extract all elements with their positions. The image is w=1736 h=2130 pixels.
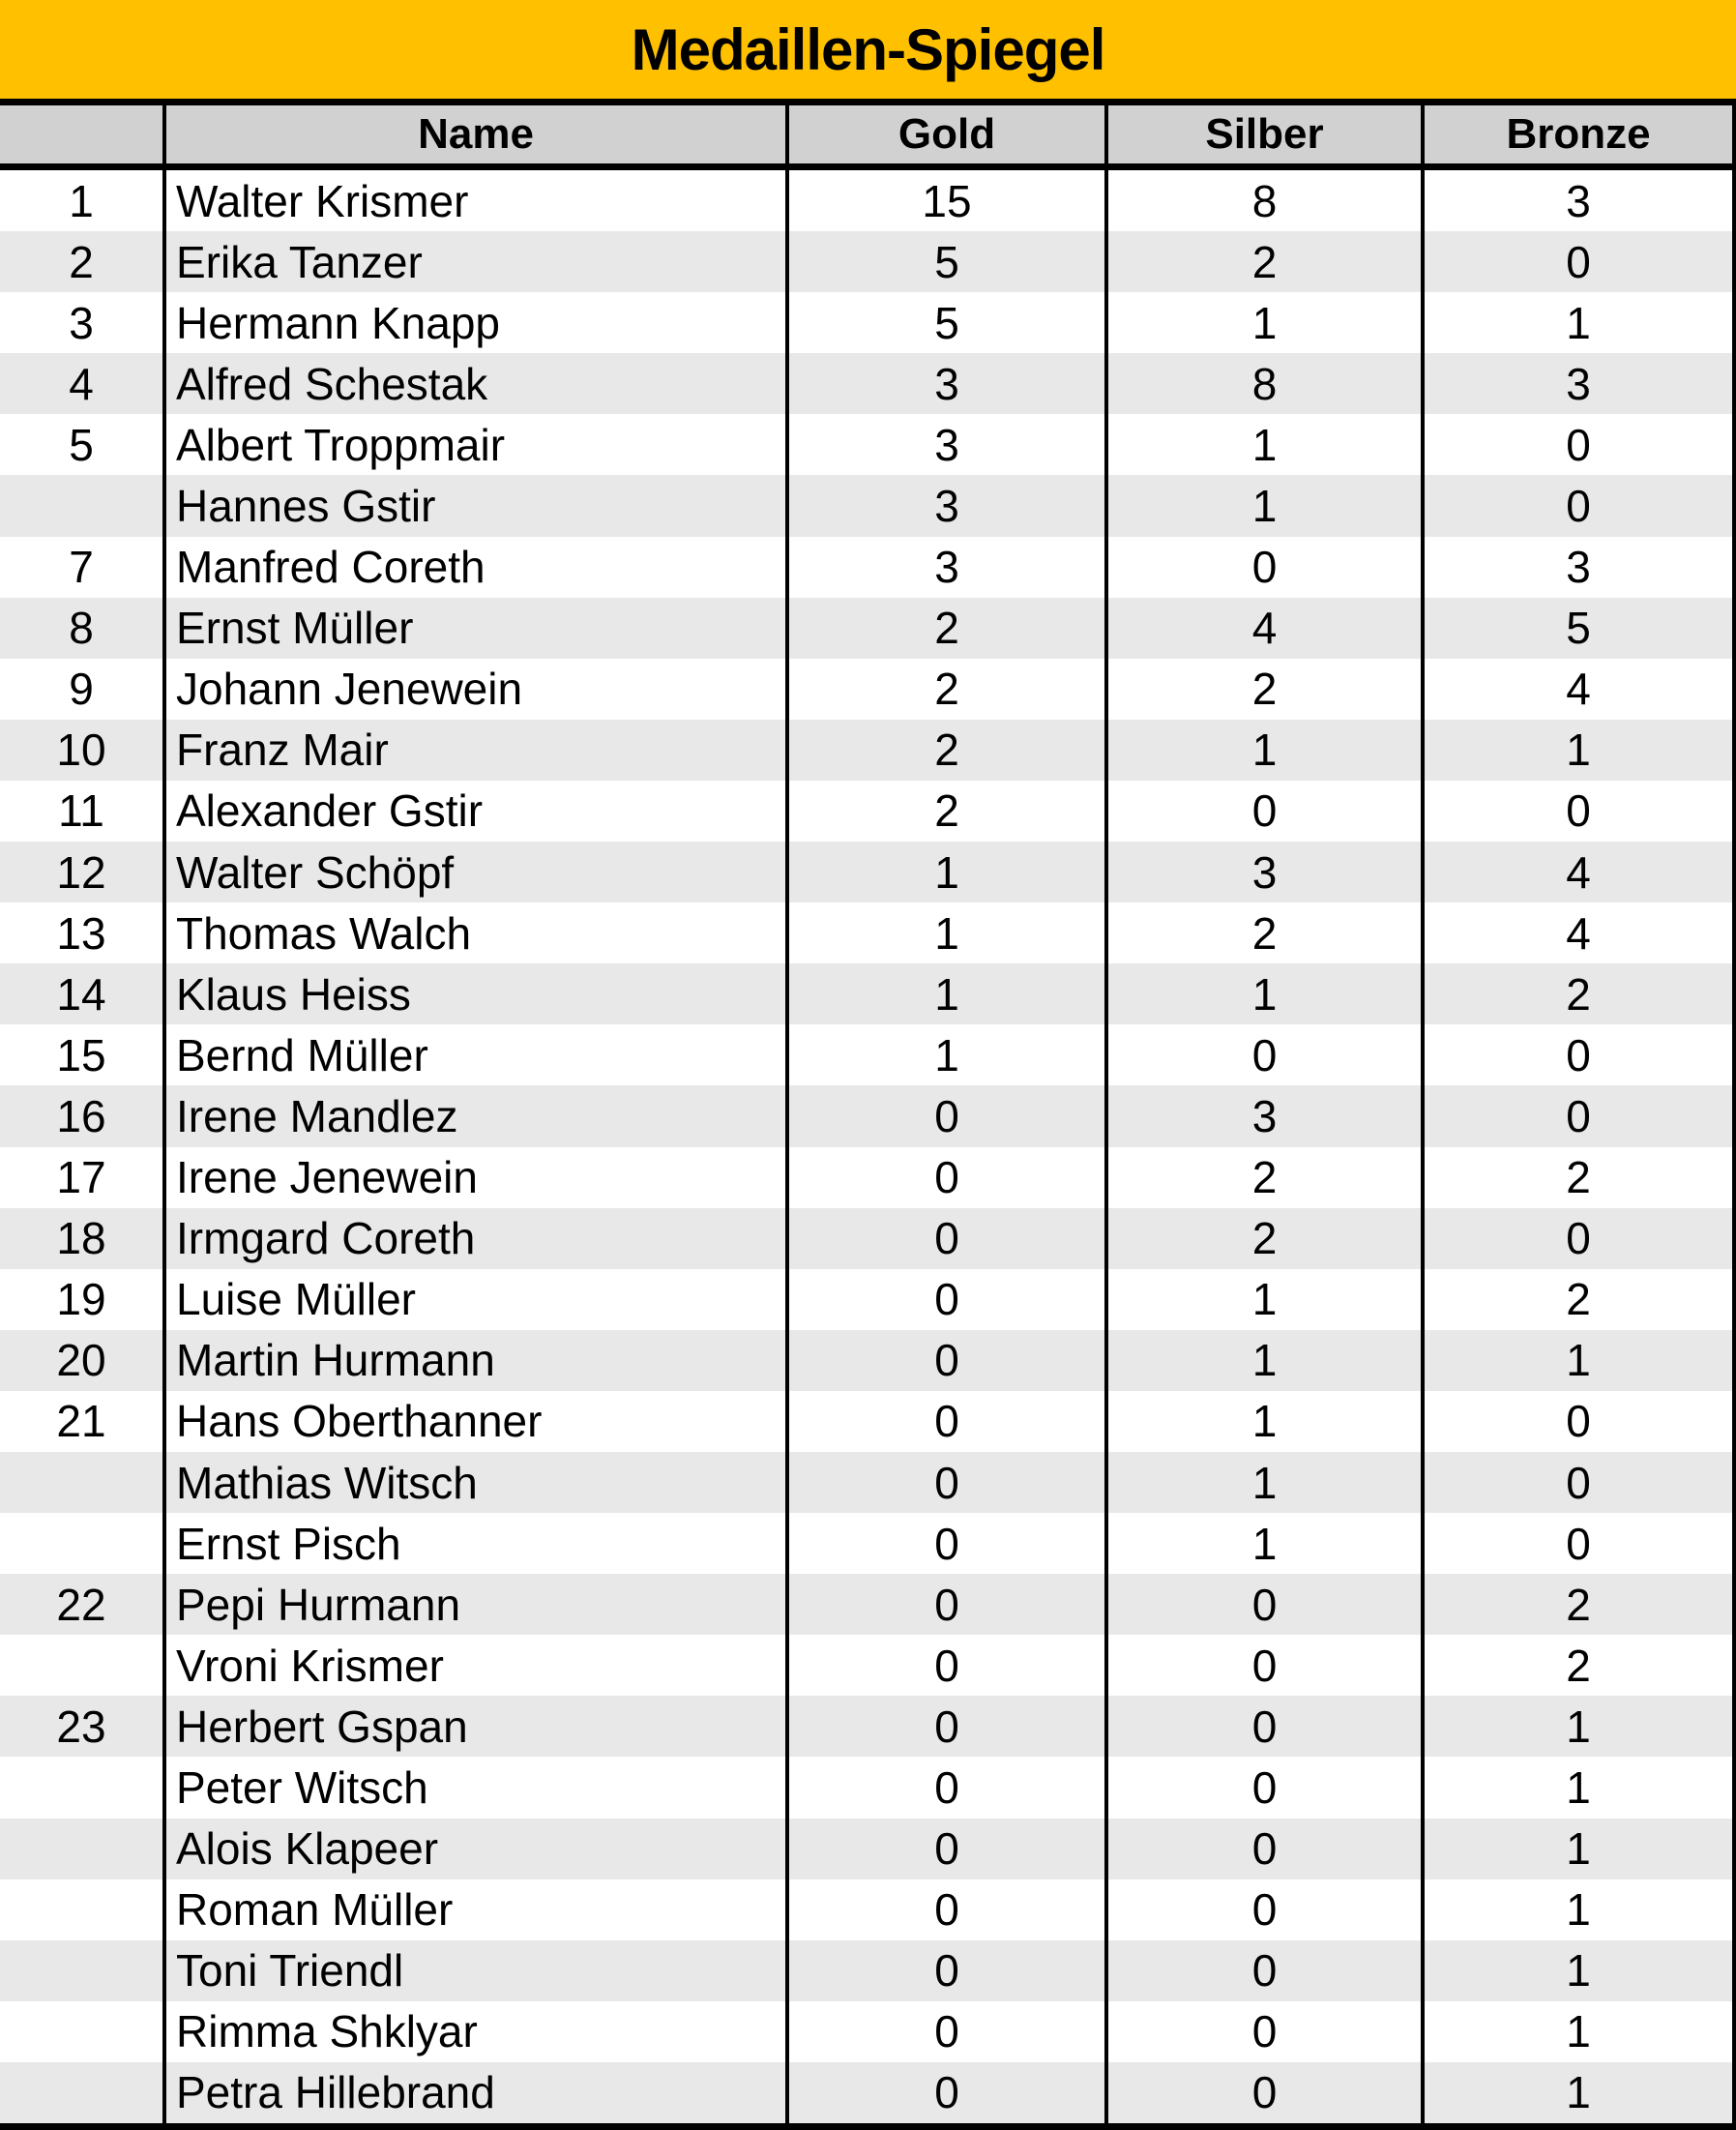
name-cell: Vroni Krismer: [162, 1635, 785, 1696]
silber-cell: 0: [1104, 1574, 1421, 1635]
rank-cell: 15: [56, 1029, 106, 1080]
name-cell: Ernst Müller: [162, 598, 785, 659]
bronze-cell: 0: [1421, 1208, 1736, 1269]
name-cell: Franz Mair: [162, 720, 785, 781]
silber-cell: 2: [1104, 659, 1421, 720]
name-cell: Luise Müller: [162, 1269, 785, 1330]
name-cell: Erika Tanzer: [162, 231, 785, 292]
rank-cell: 11: [58, 785, 104, 837]
table-row: [0, 1757, 1736, 1818]
rank-cell: [0, 1879, 162, 1940]
table-row: [0, 475, 1736, 536]
bronze-cell: 4: [1421, 842, 1736, 902]
gold-cell: 2: [785, 598, 1104, 659]
name-cell: Klaus Heiss: [162, 963, 785, 1024]
bronze-cell: 1: [1421, 1819, 1736, 1879]
silber-cell: 1: [1104, 963, 1421, 1024]
table-row: [0, 963, 1736, 1024]
header-gold: Gold: [785, 105, 1104, 163]
rank-cell: 14: [56, 968, 106, 1020]
name-cell: Albert Troppmair: [162, 414, 785, 475]
table-row: [0, 1085, 1736, 1146]
gold-cell: 0: [785, 1085, 1104, 1146]
name-cell: Hannes Gstir: [162, 475, 785, 536]
table-row: [0, 414, 1736, 475]
bronze-cell: 0: [1421, 231, 1736, 292]
bronze-cell: 1: [1421, 292, 1736, 353]
name-cell: Alexander Gstir: [162, 781, 785, 842]
silber-cell: 0: [1104, 1635, 1421, 1696]
name-cell: Martin Hurmann: [162, 1330, 785, 1391]
gold-cell: 0: [785, 1696, 1104, 1757]
rank-cell: 12: [56, 846, 106, 898]
bronze-cell: 3: [1421, 537, 1736, 598]
table-row: [0, 1147, 1736, 1208]
name-cell: Petra Hillebrand: [162, 2062, 785, 2123]
bronze-cell: 3: [1421, 353, 1736, 414]
gold-cell: 0: [785, 2062, 1104, 2123]
gold-cell: 0: [785, 1208, 1104, 1269]
silber-cell: 2: [1104, 231, 1421, 292]
table-row: [0, 1940, 1736, 2001]
gold-cell: 0: [785, 1940, 1104, 2001]
bronze-cell: 0: [1421, 1024, 1736, 1085]
gold-cell: 0: [785, 1574, 1104, 1635]
rank-cell: [0, 475, 162, 536]
gold-cell: 0: [785, 1330, 1104, 1391]
gold-cell: 0: [785, 1147, 1104, 1208]
silber-cell: 0: [1104, 537, 1421, 598]
silber-cell: 0: [1104, 1819, 1421, 1879]
rank-cell: 17: [56, 1152, 106, 1203]
silber-cell: 0: [1104, 1940, 1421, 2001]
silber-cell: 0: [1104, 1757, 1421, 1818]
table-row: [0, 1696, 1736, 1757]
title-divider: [0, 99, 1736, 105]
name-cell: Toni Triendl: [162, 1940, 785, 2001]
rank-cell: 5: [69, 419, 94, 470]
gold-cell: 0: [785, 1635, 1104, 1696]
silber-cell: 0: [1104, 2001, 1421, 2062]
table-row: [0, 720, 1736, 781]
table-row: [0, 1024, 1736, 1085]
table-body: [0, 170, 1736, 2123]
silber-cell: 8: [1104, 353, 1421, 414]
silber-cell: 0: [1104, 1024, 1421, 1085]
rank-cell: [0, 2001, 162, 2062]
table-row: [0, 353, 1736, 414]
name-cell: Irene Mandlez: [162, 1085, 785, 1146]
rank-cell: 4: [69, 358, 94, 409]
bronze-cell: 1: [1421, 1696, 1736, 1757]
table-row: [0, 598, 1736, 659]
bronze-cell: 2: [1421, 1635, 1736, 1696]
rank-cell: [0, 1757, 162, 1818]
table-row: [0, 1635, 1736, 1696]
title-bar: [0, 0, 1736, 99]
rank-cell: [0, 2062, 162, 2123]
silber-cell: 0: [1104, 781, 1421, 842]
header-rank: [0, 105, 162, 163]
table-row: [0, 902, 1736, 963]
silber-cell: 1: [1104, 720, 1421, 781]
name-cell: Ernst Pisch: [162, 1513, 785, 1574]
name-cell: Roman Müller: [162, 1879, 785, 1940]
gold-cell: 1: [785, 902, 1104, 963]
rank-cell: [0, 1819, 162, 1879]
silber-cell: 2: [1104, 1147, 1421, 1208]
bronze-cell: 2: [1421, 1147, 1736, 1208]
name-cell: Walter Schöpf: [162, 842, 785, 902]
name-cell: Alois Klapeer: [162, 1819, 785, 1879]
gold-cell: 15: [785, 170, 1104, 231]
rank-cell: 3: [69, 297, 94, 348]
rank-cell: [0, 1452, 162, 1513]
rank-cell: 23: [56, 1701, 106, 1752]
bronze-cell: 0: [1421, 781, 1736, 842]
silber-cell: 2: [1104, 1208, 1421, 1269]
table-row: [0, 1452, 1736, 1513]
table-row: [0, 1513, 1736, 1574]
bronze-cell: 0: [1421, 1391, 1736, 1452]
rank-cell: [0, 1635, 162, 1696]
rank-cell: 21: [56, 1396, 106, 1447]
gold-cell: 0: [785, 1513, 1104, 1574]
name-cell: Herbert Gspan: [162, 1696, 785, 1757]
name-cell: Thomas Walch: [162, 902, 785, 963]
table-row: [0, 1819, 1736, 1879]
gold-cell: 0: [785, 1819, 1104, 1879]
bronze-cell: 1: [1421, 720, 1736, 781]
bronze-cell: 0: [1421, 475, 1736, 536]
bronze-cell: 4: [1421, 902, 1736, 963]
table-row: [0, 659, 1736, 720]
rank-cell: 7: [69, 542, 94, 593]
name-cell: Peter Witsch: [162, 1757, 785, 1818]
gold-cell: 3: [785, 537, 1104, 598]
gold-cell: 0: [785, 1269, 1104, 1330]
bronze-cell: 0: [1421, 1085, 1736, 1146]
gold-cell: 5: [785, 231, 1104, 292]
silber-cell: 1: [1104, 1391, 1421, 1452]
silber-cell: 0: [1104, 2062, 1421, 2123]
rank-cell: 20: [56, 1335, 106, 1386]
rank-cell: 22: [56, 1579, 106, 1630]
rank-cell: 1: [69, 175, 94, 226]
silber-cell: 2: [1104, 902, 1421, 963]
bronze-cell: 5: [1421, 598, 1736, 659]
name-cell: Johann Jenewein: [162, 659, 785, 720]
table-row: [0, 170, 1736, 231]
silber-cell: 3: [1104, 842, 1421, 902]
silber-cell: 1: [1104, 475, 1421, 536]
silber-cell: 1: [1104, 1452, 1421, 1513]
silber-cell: 0: [1104, 1696, 1421, 1757]
table-row: [0, 781, 1736, 842]
gold-cell: 3: [785, 475, 1104, 536]
table-row: [0, 292, 1736, 353]
rank-cell: [0, 1940, 162, 2001]
table-row: [0, 1391, 1736, 1452]
bronze-cell: 1: [1421, 1879, 1736, 1940]
rank-cell: 19: [56, 1274, 106, 1325]
silber-cell: 1: [1104, 1513, 1421, 1574]
silber-cell: 1: [1104, 292, 1421, 353]
bronze-cell: 0: [1421, 1513, 1736, 1574]
silber-cell: 0: [1104, 1879, 1421, 1940]
name-cell: Irmgard Coreth: [162, 1208, 785, 1269]
table-row: [0, 2062, 1736, 2123]
gold-cell: 0: [785, 1757, 1104, 1818]
silber-cell: 1: [1104, 414, 1421, 475]
bronze-cell: 2: [1421, 1574, 1736, 1635]
table-header-row: [0, 105, 1736, 163]
header-silber: Silber: [1104, 105, 1421, 163]
table-row: [0, 1879, 1736, 1940]
rank-cell: 8: [69, 603, 94, 654]
table-row: [0, 842, 1736, 902]
bronze-cell: 3: [1421, 170, 1736, 231]
header-divider: [0, 163, 1736, 170]
gold-cell: 0: [785, 1452, 1104, 1513]
name-cell: Alfred Schestak: [162, 353, 785, 414]
name-cell: Walter Krismer: [162, 170, 785, 231]
gold-cell: 0: [785, 1879, 1104, 1940]
table-row: [0, 1208, 1736, 1269]
name-cell: Rimma Shklyar: [162, 2001, 785, 2062]
name-cell: Bernd Müller: [162, 1024, 785, 1085]
silber-cell: 1: [1104, 1269, 1421, 1330]
silber-cell: 8: [1104, 170, 1421, 231]
gold-cell: 3: [785, 353, 1104, 414]
rank-cell: 18: [56, 1213, 106, 1264]
rank-cell: 2: [69, 236, 94, 287]
bronze-cell: 1: [1421, 2001, 1736, 2062]
gold-cell: 2: [785, 659, 1104, 720]
header-bronze: Bronze: [1421, 105, 1736, 163]
name-cell: Pepi Hurmann: [162, 1574, 785, 1635]
rank-cell: 9: [69, 664, 94, 715]
bronze-cell: 0: [1421, 414, 1736, 475]
gold-cell: 1: [785, 842, 1104, 902]
gold-cell: 0: [785, 2001, 1104, 2062]
gold-cell: 5: [785, 292, 1104, 353]
table-row: [0, 537, 1736, 598]
table-row: [0, 231, 1736, 292]
rank-cell: 13: [56, 907, 106, 959]
silber-cell: 4: [1104, 598, 1421, 659]
rank-cell: 10: [56, 725, 106, 776]
bronze-cell: 0: [1421, 1452, 1736, 1513]
silber-cell: 3: [1104, 1085, 1421, 1146]
name-cell: Hans Oberthanner: [162, 1391, 785, 1452]
rank-cell: [0, 1513, 162, 1574]
header-name: Name: [162, 105, 785, 163]
gold-cell: 1: [785, 963, 1104, 1024]
bronze-cell: 4: [1421, 659, 1736, 720]
gold-cell: 1: [785, 1024, 1104, 1085]
rank-cell: 16: [56, 1090, 106, 1141]
gold-cell: 3: [785, 414, 1104, 475]
table-row: [0, 1330, 1736, 1391]
name-cell: Irene Jenewein: [162, 1147, 785, 1208]
gold-cell: 2: [785, 720, 1104, 781]
name-cell: Manfred Coreth: [162, 537, 785, 598]
bronze-cell: 2: [1421, 963, 1736, 1024]
bronze-cell: 1: [1421, 1940, 1736, 2001]
gold-cell: 2: [785, 781, 1104, 842]
bronze-cell: 1: [1421, 1757, 1736, 1818]
table-row: [0, 1269, 1736, 1330]
bronze-cell: 2: [1421, 1269, 1736, 1330]
table-row: [0, 1574, 1736, 1635]
table-row: [0, 2001, 1736, 2062]
page-title: Medaillen-Spiegel: [631, 16, 1105, 82]
silber-cell: 1: [1104, 1330, 1421, 1391]
bronze-cell: 1: [1421, 1330, 1736, 1391]
name-cell: Hermann Knapp: [162, 292, 785, 353]
bottom-border: [0, 2123, 1736, 2130]
gold-cell: 0: [785, 1391, 1104, 1452]
name-cell: Mathias Witsch: [162, 1452, 785, 1513]
bronze-cell: 1: [1421, 2062, 1736, 2123]
